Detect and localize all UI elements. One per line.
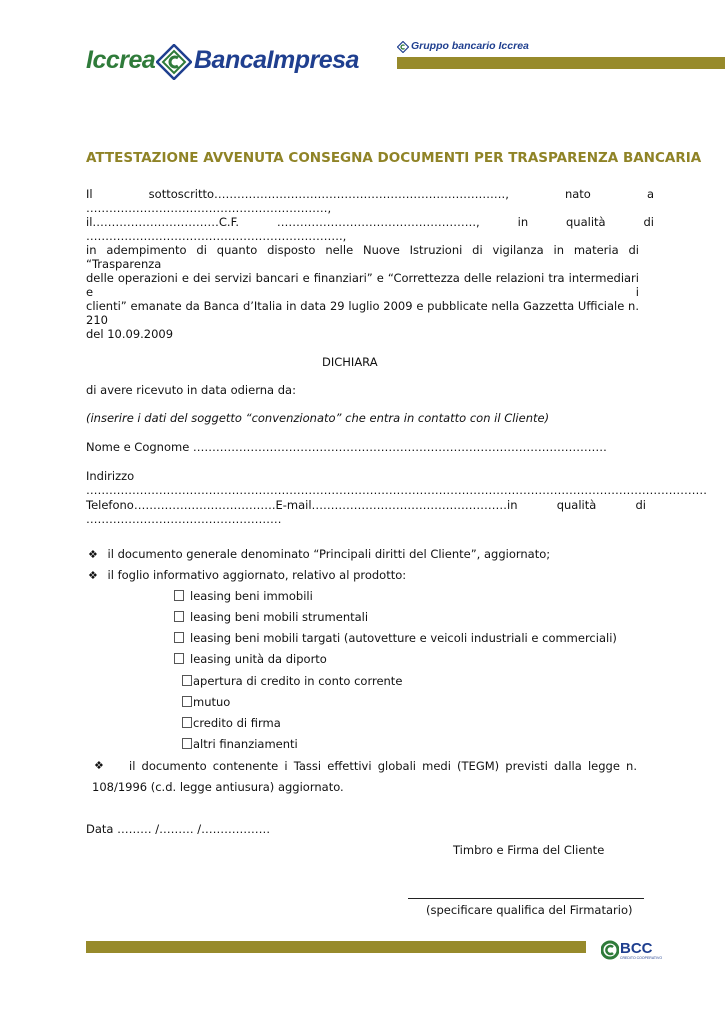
product-item — [182, 695, 230, 709]
intro-line-2: il……………………………C.F. ……………………………………………., in qualità di …………………………………………………………., — [86, 215, 654, 243]
intro-line-1: Il sottoscritto…………………………………………………………………., nato a ………………………………………………………, — [86, 187, 654, 215]
iccrea-logo-text: Iccrea — [86, 46, 156, 74]
product-label: leasing unità da diporto — [190, 652, 327, 666]
product-label: mutuo — [193, 695, 231, 709]
product-item — [182, 716, 281, 730]
product-item — [174, 589, 313, 603]
intro-line-5: clienti” emanate da Banca d’Italia in data 29 luglio 2009 e pubblicate nella Gazzetta Ufficiale n. 210 — [86, 299, 639, 327]
firma-label: Timbro e Firma del Cliente — [453, 843, 605, 857]
product-label: leasing beni mobili targati (autovetture e veicoli industriali e commerciali) — [190, 631, 617, 645]
product-item — [174, 652, 327, 666]
bcc-logo-subtext: CREDITO COOPERATIVO — [620, 956, 663, 960]
checkbox-square-icon — [182, 738, 192, 749]
product-label: apertura di credito in conto corrente — [193, 674, 403, 688]
tegm-line-2: 108/1996 (c.d. legge antiusura) aggiornato. — [92, 780, 344, 794]
dichiara-heading: DICHIARA — [322, 355, 378, 369]
iccrea-diamond-icon — [156, 44, 192, 80]
intro-line-3: in adempimento di quanto disposto nelle Nuove Istruzioni di vigilanza in materia di “Trasparenza — [86, 243, 639, 271]
bancaimpresa-logo-text: BancaImpresa — [194, 46, 359, 74]
header-band — [397, 57, 725, 69]
qualifica-label: (specificare qualifica del Firmatario) — [426, 903, 633, 917]
product-item — [182, 674, 402, 688]
checkbox-square-icon — [182, 717, 192, 728]
tegm-line-1: il documento contenente i Tassi effettivi globali medi (TEGM) previsti dalla legge n. — [129, 759, 637, 773]
intro-line-6: del 10.09.2009 — [86, 327, 174, 341]
diamond-bullet-icon: ❖ — [88, 569, 98, 582]
instruction-text: (inserire i dati del soggetto “convenzionato” che entra in contatto con il Cliente) — [86, 411, 550, 425]
product-label: credito di firma — [193, 716, 281, 730]
field-indirizzo: Indirizzo ……………………………………………………………………………………………………………………………………………… — [86, 469, 707, 497]
product-item — [182, 737, 298, 751]
bullet-item-1-text: il documento generale denominato “Principali diritti del Cliente”, aggiornato; — [107, 547, 551, 561]
bullet-item-1 — [88, 547, 550, 561]
checkbox-square-icon — [182, 675, 192, 686]
checkbox-square-icon — [174, 653, 184, 664]
bcc-emblem-icon — [601, 940, 619, 960]
checkbox-square-icon — [182, 696, 192, 707]
product-item — [174, 631, 617, 645]
footer-band — [86, 941, 586, 953]
gruppo-diamond-icon — [397, 41, 409, 53]
field-telefono-email: Telefono……………………………….E-mail……………………………………………in qualità di …………………………………………… — [86, 498, 646, 526]
product-label: altri finanziamenti — [193, 737, 298, 751]
checkbox-square-icon — [174, 632, 184, 643]
product-item — [174, 610, 368, 624]
bcc-logo-text: BCC — [620, 940, 653, 957]
diamond-bullet-icon: ❖ — [88, 548, 98, 561]
product-label: leasing beni mobili strumentali — [190, 610, 369, 624]
checkbox-square-icon — [174, 611, 184, 622]
ricevuto-text: di avere ricevuto in data odierna da: — [86, 383, 296, 397]
bcc-logo — [601, 940, 671, 962]
bullet-item-2 — [88, 568, 406, 582]
document-title: ATTESTAZIONE AVVENUTA CONSEGNA DOCUMENTI PER TRASPARENZA BANCARIA — [86, 150, 702, 166]
product-label: leasing beni immobili — [190, 589, 313, 603]
data-line: Data ……… /……… /……………… — [86, 822, 271, 836]
diamond-bullet-icon: ❖ — [94, 759, 104, 772]
intro-line-4: delle operazioni e dei servizi bancari e finanziari” e “Correttezza delle relazioni tra intermediari e i — [86, 271, 639, 299]
checkbox-square-icon — [174, 590, 184, 601]
field-nome-cognome: Nome e Cognome ……………………………………………………………………………………………… — [86, 440, 607, 454]
gruppo-bancario-label: Gruppo bancario Iccrea — [411, 40, 529, 52]
signature-line — [408, 898, 644, 899]
bullet-item-2-text: il foglio informativo aggiornato, relativo al prodotto: — [107, 568, 407, 582]
